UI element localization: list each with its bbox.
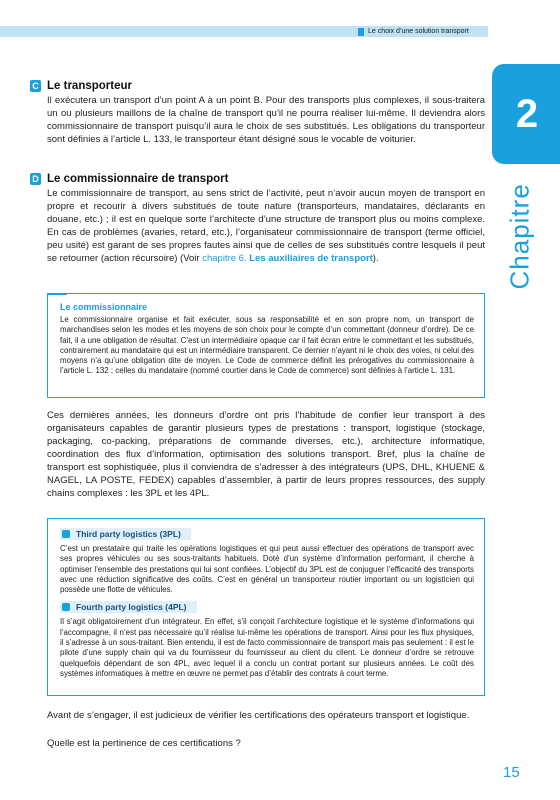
- tag-4pl: [60, 601, 197, 613]
- tag-3pl-label: Third party logistics (3PL): [76, 529, 181, 539]
- section-d-body: [47, 187, 485, 265]
- section-c-heading: [30, 80, 485, 92]
- section-c-badge: C: [30, 80, 41, 92]
- chapter-number-tab: 2: [492, 64, 560, 164]
- section-d-badge: D: [30, 173, 41, 185]
- page-number: 15: [503, 764, 520, 781]
- section-d-title: Le commissionnaire de transport: [47, 173, 229, 185]
- running-head-marker: [358, 28, 364, 36]
- running-head-title: Le choix d’une solution transport: [368, 28, 469, 35]
- chapter-word: Chapitre: [504, 183, 535, 290]
- section-c: [30, 80, 485, 146]
- logistics-box: [47, 518, 485, 696]
- section-d-text: Le commissionnaire de transport, au sens strict de l’activité, peut n’avoir aucun moyen de transport en propre et recourir à divers substitués de toute nature (transporteurs, mandataires, déclarants en douane, etc.) ; il est en quelque sorte l’architecte d’une structure de transport plus ou moins complexe. En cas de problèmes (avaries, retard, etc.), l’organisateur commissionnaire de transport (terme officiel, peu usité) est garant de ses propres fautes ainsi que de celles de ses substitués contre lesquels il peut se retourner (action récursoire) (Voir: [47, 188, 485, 264]
- paragraph-question: Quelle est la pertinence de ces certifications ?: [47, 738, 241, 749]
- link-separator: .: [243, 253, 250, 264]
- chapter-6-link[interactable]: chapitre 6: [202, 253, 244, 264]
- text-4pl: Il s’agit obligatoirement d’un intégrateur. En effet, s’il conçoit l’architecture logistique et le système d’informations qui l’accompagne, il n’est pas nécessaire qu’il réalise lui-même les opérations de transport. Ainsi pour les flux physiques, il s’adresse à un sous-traitant. Bien entendu, il est de facto commissionnaire de transport mais pas seulement : il est le pilote d’une supply chain qui va du fournisseur du fournisseur au client du client. Le donneur d’ordre se retrouve quelquefois dépendant de son 4PL, avec lequel il a conclu un contrat portant sur plusieurs années. Le coût des systèmes informatiques à mettre en œuvre ne permet pas d’établir des contrats à court terme.: [60, 617, 474, 678]
- commissionnaire-box: [47, 293, 485, 398]
- section-d-text-end: ).: [372, 253, 379, 264]
- tag-3pl: [60, 528, 191, 540]
- paragraph-integrateurs: Ces dernières années, les donneurs d’ordre ont pris l’habitude de confier leur transport à des organisateurs capables de garantir plusieurs types de prestations : transport, logistique (stockage, packaging, co-packing, préparations de commande diverses, etc.), architecture informatique, coordination des flux d’information, optimisation des solutions transport. Bref, plus la chaîne de transport est sophistiquée, plus il conviendra de s’adresser à des intégrateurs (UPS, DHL, KHUENE & NAGEL, LA POSTE, FEDEX) capables d’assembler, à partir de leurs propres ressources, des supply chains complexes : les 3PL et les 4PL.: [47, 410, 485, 499]
- section-c-body: Il exécutera un transport d’un point A à un point B. Pour des transports plus complexes, il sous-traitera un ou plusieurs maillons de la chaîne de transport qu’il ne pourra réaliser lui-même. Il deviendra alors commissionnaire de transport puisqu’il aura le choix de ses substitués. Les obligations du transporteur sont définies à l’article L. 133, le transporteur étant désigné sous le vocable de voiturier.: [47, 95, 485, 145]
- text-3pl: C’est un prestataire qui traite les opérations logistiques et qui peut aussi effectuer des opérations de transport avec ses propres véhicules ou ses sous-traitants habituels. Doté d’un système d’information performant, il cherche à optimiser l’ensemble des prestations qui lui sont confiées. L’objectif du 3PL est de conjuguer l’efficacité des transports avec une réduction significative des coûts. C’est en général un transporteur routier important ou un logisticien qui possède une flotte de véhicules.: [60, 544, 474, 595]
- section-d-heading: [30, 173, 485, 185]
- running-head: [358, 26, 469, 37]
- box-corner-accent: [47, 293, 67, 297]
- section-d: [30, 173, 485, 265]
- tag-4pl-marker: [62, 603, 70, 611]
- tag-3pl-marker: [62, 530, 70, 538]
- commissionnaire-box-text: Le commissionnaire organise et fait exécuter, sous sa responsabilité et en son propre nom, un transport de marchandises selon les modes et les moyens de son choix pour le compte d’un commettant (donneur d’ordre). De ce fait, il a une obligation de résultat. C’est un intermédiaire opaque car il fait écran entre le commettant et les substitués, contrairement au mandataire qui est un intermédiaire transparent. Ce dernier n’ayant ni le choix des voies, ni celui des moyens n’a qu’une obligation dite de moyen. Le Code de commerce définit les prérogatives du commissionnaire à l’article L. 132 ; celles du mandataire (nommé courtier dans le Code de commerce) sont définies à l’article L. 131.: [60, 315, 474, 376]
- paragraph-certifications: Avant de s’engager, il est judicieux de vérifier les certifications des opérateurs transport et logistique.: [47, 710, 470, 721]
- commissionnaire-box-title: Le commissionnaire: [60, 302, 148, 312]
- tag-4pl-label: Fourth party logistics (4PL): [76, 602, 187, 613]
- auxiliaires-link[interactable]: Les auxiliaires de transport: [249, 253, 373, 264]
- section-c-title: Le transporteur: [47, 80, 132, 92]
